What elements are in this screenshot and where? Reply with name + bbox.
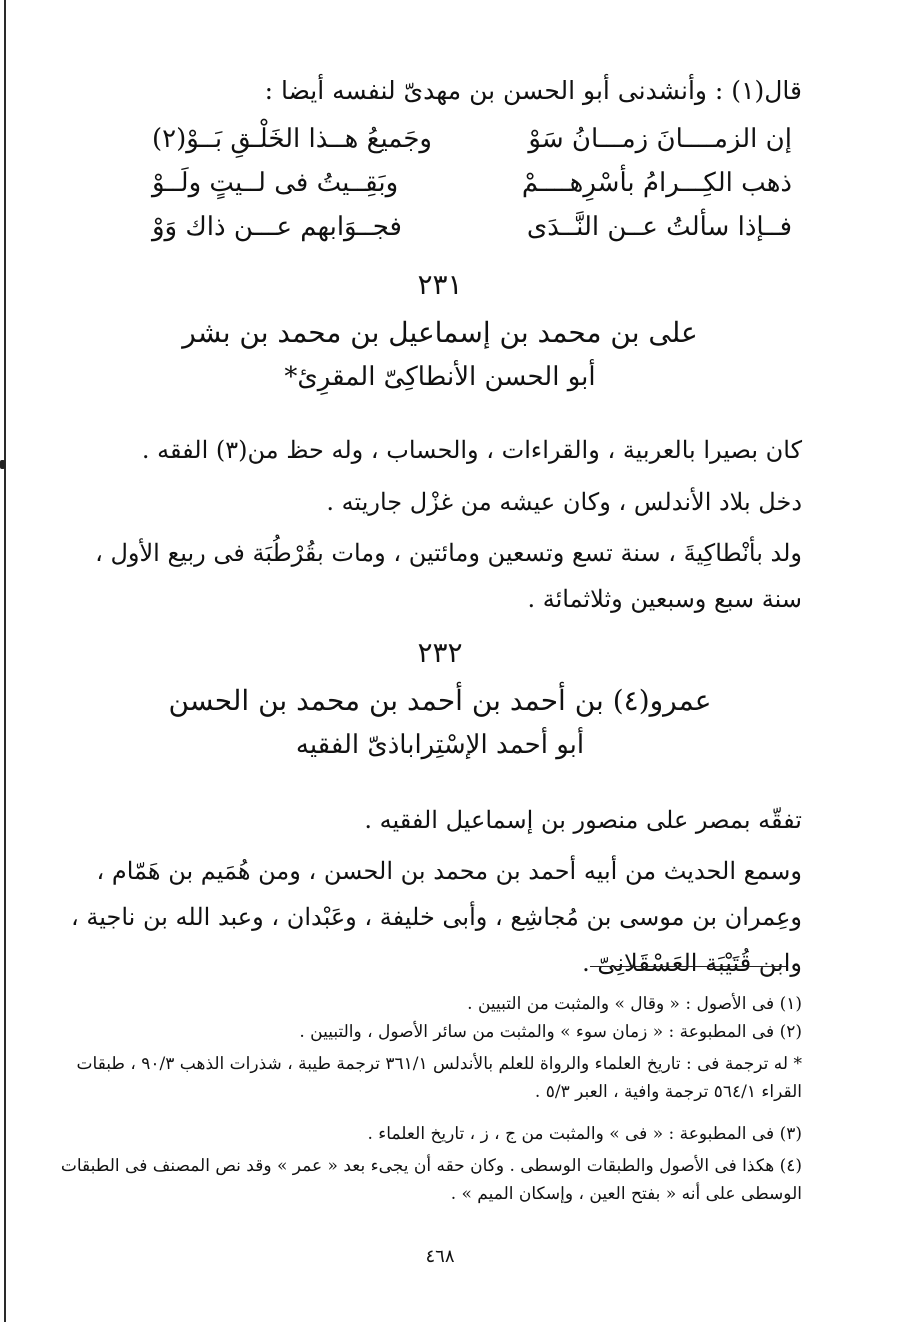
entry-kunya: أبو أحمد الإسْتِراباذىّ الفقيه bbox=[295, 730, 585, 760]
footnote: (٤) هكذا فى الأصول والطبقات الوسطى . وكان حقه أن يجىء بعد « عمر » وقد نص المصنف فى الطبقات الوسطى على أنه « بفتح العين ، وإسكان الميم » . bbox=[60, 1156, 802, 1204]
poem-intro: قال(١) : وأنشدنى أبو الحسن بن مهدىّ لنفسه أيضا : bbox=[264, 76, 802, 105]
verse-second-hemistich: وبَقِــيتُ فى لــيتٍ ولَــوْ bbox=[152, 168, 399, 198]
entry-name: عمرو(٤) بن أحمد بن أحمد بن محمد بن الحسن bbox=[168, 684, 712, 717]
footnote: * له ترجمة فى : تاريخ العلماء والرواة للعلم بالأندلس ٣٦١/١ ترجمة طيبة ، شذرات الذهب ٩٠/٣ ، طبقات القراء ٥٦٤/١ ترجمة وافية ، العبر ٥/٣ . bbox=[76, 1054, 802, 1102]
entry-name: على بن محمد بن إسماعيل بن محمد بن بشر bbox=[182, 316, 698, 349]
entry-paragraph: كان بصيرا بالعربية ، والقراءات ، والحساب ، وله حظ من(٣) الفقه . bbox=[141, 436, 802, 464]
footnote: (٣) فى المطبوعة : « فى » والمثبت من ج ، ز ، تاريخ العلماء . bbox=[367, 1124, 802, 1144]
entry-kunya: أبو الحسن الأنطاكِىّ المقرِئ* bbox=[284, 362, 596, 392]
footnote: (١) فى الأصول : « وقال » والمثبت من التبيين . bbox=[467, 994, 802, 1014]
verse-second-hemistich: وجَميعُ هــذا الخَلْـقِ بَــوْ(٢) bbox=[152, 124, 432, 154]
page-edge-mark bbox=[0, 460, 5, 469]
poem-verse bbox=[152, 212, 792, 252]
verse-first-hemistich: إن الزمــــانَ زمـــانُ سَوْ bbox=[528, 124, 792, 154]
footnote: (٢) فى المطبوعة : « زمان سوء » والمثبت من سائر الأصول ، والتبيين . bbox=[299, 1022, 802, 1042]
page-number: ٤٦٨ bbox=[425, 1246, 455, 1267]
footnote-separator bbox=[590, 966, 786, 967]
verse-second-hemistich: فجــوَابهم عـــن ذاك وَوْ bbox=[152, 212, 402, 242]
poem-verse bbox=[152, 168, 792, 208]
entry-paragraph: تفقّه بمصر على منصور بن إسماعيل الفقيه . bbox=[364, 806, 802, 834]
poem-verse bbox=[152, 124, 792, 164]
entry-paragraph: وسمع الحديث من أبيه أحمد بن محمد بن الحسن ، ومن هُمَيم بن هَمّام ، وعِمران بن موسى بن مُجاشِع ، وأبى خليفة ، وعَبْدان ، وعبد الله بن ناجية ، وابن قُتَيْبَة العَسْقَلانِىّ . bbox=[71, 857, 802, 977]
verse-first-hemistich: فــإذا سألتُ عــن النَّــدَى bbox=[526, 212, 792, 242]
entry-number: ٢٣١ bbox=[417, 268, 463, 301]
verse-first-hemistich: ذهب الكِـــرامُ بأسْرِهــــمْ bbox=[521, 168, 792, 198]
entry-number: ٢٣٢ bbox=[417, 636, 463, 669]
entry-paragraph: ولد بأنْطاكِيةَ ، سنة تسع وتسعين ومائتين ، ومات بقُرْطُبَة فى ربيع الأول ، سنة سبع وسبعين وثلاثمائة . bbox=[95, 539, 802, 613]
entry-paragraph: دخل بلاد الأندلس ، وكان عيشه من غزْل جاريته . bbox=[326, 488, 802, 516]
